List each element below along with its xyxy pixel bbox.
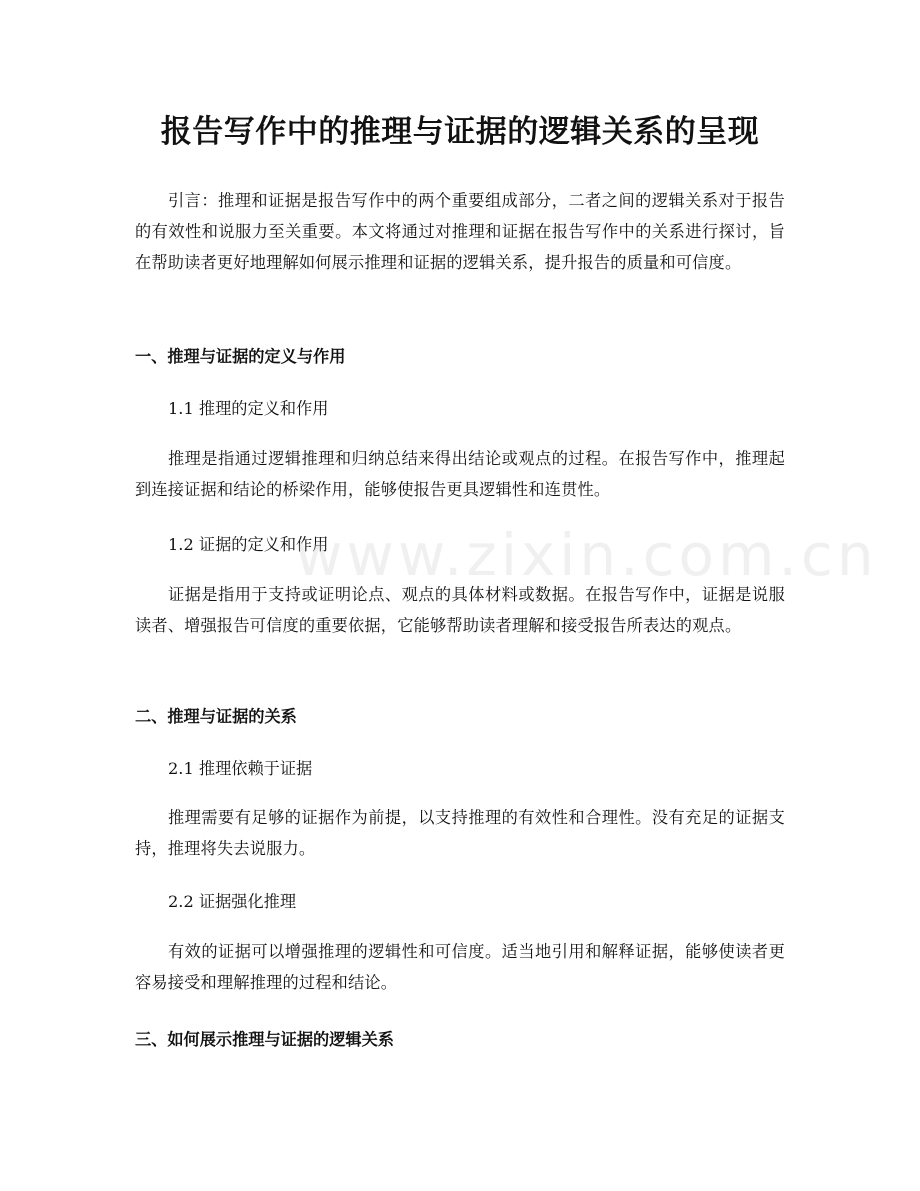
section-heading: 一、推理与证据的定义与作用: [135, 347, 346, 366]
body-paragraph: 推理是指通过逻辑推理和归纳总结来得出结论或观点的过程。在报告写作中，推理起到连接证据和结论的桥梁作用，能够使报告更具逻辑性和连贯性。: [135, 449, 785, 499]
subsection-heading: 1.1 推理的定义和作用: [168, 399, 329, 418]
body-paragraph: 推理需要有足够的证据作为前提，以支持推理的有效性和合理性。没有充足的证据支持，推理将失去说服力。: [135, 808, 785, 858]
body-paragraph: 证据是指用于支持或证明论点、观点的具体材料或数据。在报告写作中，证据是说服读者、增强报告可信度的重要依据，它能够帮助读者理解和接受报告所表达的观点。: [135, 585, 785, 635]
subsection-heading: 2.1 推理依赖于证据: [168, 759, 313, 778]
body-paragraph: 有效的证据可以增强推理的逻辑性和可信度。适当地引用和解释证据，能够使读者更容易接受和理解推理的过程和结论。: [135, 942, 785, 992]
subsection-heading: 1.2 证据的定义和作用: [168, 535, 329, 554]
subsection-heading: 2.2 证据强化推理: [168, 892, 297, 911]
section-heading: 三、如何展示推理与证据的逻辑关系: [135, 1030, 394, 1049]
watermark: www.zixin.com.cn: [295, 521, 878, 589]
document-title: 报告写作中的推理与证据的逻辑关系的呈现: [160, 114, 760, 150]
section-heading: 二、推理与证据的关系: [135, 707, 297, 726]
intro-paragraph: 引言：推理和证据是报告写作中的两个重要组成部分，二者之间的逻辑关系对于报告的有效性和说服力至关重要。本文将通过对推理和证据在报告写作中的关系进行探讨，旨在帮助读者更好地理解如何展示推理和证据的逻辑关系，提升报告的质量和可信度。: [135, 191, 785, 272]
